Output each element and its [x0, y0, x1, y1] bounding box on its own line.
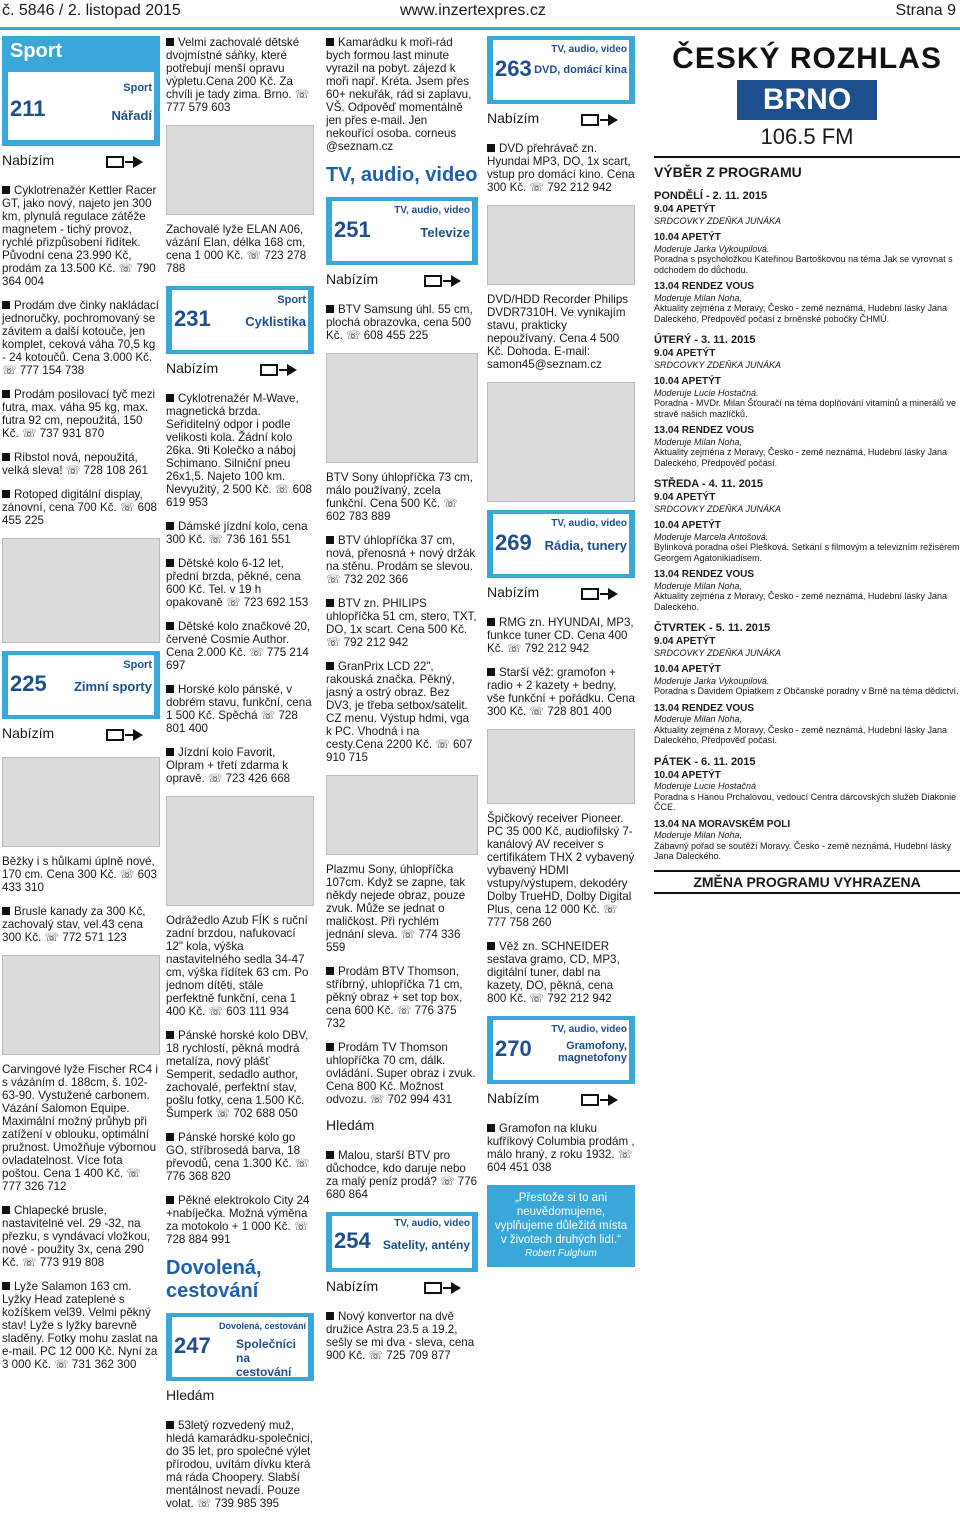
header-rule	[0, 27, 960, 30]
list-item: Brusle kanady za 300 Kč, zachovalý stav, vel.43 cena 300 Kč. ☏ 772 571 123	[2, 905, 146, 944]
program-time: 13.04 RENDEZ VOUS	[654, 281, 755, 292]
program-time: 9.04 APETÝT	[654, 636, 716, 647]
program-day: PÁTEK - 6. 11. 2015	[654, 755, 756, 768]
program-entry	[654, 520, 960, 563]
list-item: Lyže Salamon 163 cm. Lyžky Head zateplené s kožíškem vel39. Velmi pěkný stav! Lyže s lyžky barevně sladěny. Fotky mohu zaslat na e-mail. PC 12 000 Kč. Nyní za 3 000 Kč. ☏ 731 362 300	[2, 1280, 158, 1371]
section-number: 263	[495, 56, 532, 81]
program-host: Moderuje Marcela Antošová.	[654, 531, 769, 542]
quote-box: „Přestože si to ani neuvědomujeme, vyplňujeme důležitá místa v životech druhých lidí.“ Robert Fulghum	[487, 1185, 635, 1267]
list-item: Zachovalé lyže ELAN A06, vázání Elan, délka 168 cm, cena 1 000 Kč. ☏ 723 278 788	[166, 223, 307, 275]
offer-heading: Nabízím	[487, 110, 635, 128]
program-host: Moderuje Milan Noha,	[654, 580, 743, 591]
program-entry	[654, 281, 960, 324]
list-item: Dámské jízdní kolo, cena 300 Kč. ☏ 736 161 551	[166, 520, 308, 546]
program-description: Poradna s psycholožkou Kateřinou Bartoškovou na téma Jak se vyrovnat s odchodem do důchodu.	[654, 254, 953, 275]
list-item: Jízdní kolo Favorit, Olpram + třetí zdarma k opravě. ☏ 723 426 668	[166, 746, 291, 785]
program-list	[654, 164, 960, 862]
list-item: Věž zn. SCHNEIDER sestava gramo, CD, MP3, digitální tuner, dabl na kazety, DO, pěkná, cena 800 Kč. ☏ 792 212 942	[487, 940, 620, 1005]
list-item: Pánské horské kolo DBV, 18 rychlostí, pěkná modrá metalíza, nový plášť Semperit, sedadlo author, zachovalé, perfektní stav, pošlu fotky, cena 1.500 Kč. Šumperk ☏ 702 688 050	[166, 1029, 309, 1120]
column-2	[166, 36, 314, 1521]
list-item: Carvingové lyže Fischer RC4 i s vázáním d. 188cm, š. 102-63-90. Vystužené carbonem. Vázání Salomon Equipe. Maximální možný průhyb při zatížení v oblouku, optimální pružnost. Umožňuje výbornou ovladatelnost. Více fota poštou. Cena 1 400 Kč. ☏ 777 326 712	[2, 1063, 158, 1193]
carving-skis-photo	[2, 955, 160, 1055]
section-category: TV, audio, video	[551, 1024, 627, 1035]
arrow-icon	[581, 112, 621, 128]
list-item: Dětské kolo 6-12 let, přední brzda, pěkné, cena 600 Kč. Tel. v 19 h opakovaně ☏ 723 692 153	[166, 557, 309, 609]
section-box-263	[487, 36, 635, 104]
quote-author: Robert Fulghum	[525, 1248, 597, 1259]
list-item: Pěkné elektrokolo City 24 +nabíječka. Možná výměna za motokolo + 1 000 Kč. ☏ 728 884 991	[166, 1194, 310, 1246]
arrow-icon	[106, 154, 146, 170]
section-subcategory: DVD, domácí kina	[534, 64, 627, 76]
list-item: Prodám posilovací tyč mezi futra, max. váha 95 kg, max. futra 92 cm, nepoužitá, 150 Kč. ☏ 737 931 870	[2, 388, 156, 440]
section-category: Dovolená, cestování	[218, 1321, 306, 1331]
list-item: Nový konvertor na dvě družice Astra 23.5 a 19.2, sešly se mi dva - sleva, cena 900 Kč. ☏ 725 709 877	[326, 1310, 475, 1362]
list-item: Plazmu Sony, úhlopříčka 107cm. Když se zapne, tak někdy nejede obraz, pouze zvuk. Může se jednat o maličkost. Při rychlém jednání sleva. ☏ 774 336 559	[326, 863, 466, 954]
program-host: Moderuje Milan Noha,	[654, 292, 743, 303]
list-item: DVD přehrávač zn. Hyundai MP3, DO, 1x scart, vstup pro domácí kino. Cena 300 Kč. ☏ 792 212 942	[487, 142, 635, 194]
program-host: Moderuje Milan Noha,	[654, 436, 743, 447]
list-item: GranPrix LCD 22", rakouská značka. Pěkný, jasný a ostrý obraz. Bez DV3, je třeba setbox/satelit. CZ menu. Výstup hdmi, vga k PC. Vhodná i na cesty.Cena 2200 Kč. ☏ 607 910 715	[326, 660, 473, 764]
offer-heading: Nabízím	[326, 271, 478, 289]
list-item: Odrážedlo Azub FÍK s ruční zadní brzdou, nafukovací 12" kola, výška nastavitelného sedla 34-47 cm, výška řídítek 63 cm. Po jednom dítěti, stále perfektně funkční, cena 1 400 Kč. ☏ 603 111 934	[166, 914, 309, 1018]
section-number: 270	[495, 1036, 532, 1061]
tv-photo	[326, 353, 478, 463]
list-item: Prodám BTV Thomson, stříbrný, uhlopříčka 71 cm, pěkný obraz + set top box, cena 600 Kč. ☏ 776 375 732	[326, 965, 463, 1030]
program-entry	[654, 425, 960, 468]
list-item: 53letý rozvedený muž, hledá kamarádku-společnici, do 35 let, pro společné výlet přírodou, uvítám dívku která má ráda Choopery. Slabší mentálnost nevadí. Pouze volat. ☏ 739 985 395	[166, 1419, 313, 1510]
section-category: TV, audio, video	[394, 205, 470, 216]
program-entry	[654, 664, 960, 697]
program-time: 10.04 APETÝT	[654, 664, 721, 675]
offer-heading: Nabízím	[2, 725, 160, 743]
section-title: Sport	[10, 40, 63, 62]
list-item: Prodám dve činky nakládací jednoručky, pochromovaný se závitem a další kotouče, jen komplet, ceková váha 70,5 kg - 24 kotoučů. Cena 3.000 Kč. ☏ 777 154 738	[2, 299, 159, 377]
page-number: Strana 9	[895, 2, 956, 19]
program-host: SRDCOVKY ZDEŇKA JUNÁKA	[654, 359, 782, 370]
list-item: Kamarádku k moři-rád bych formou last minute vyrazil na pobyt. zájezd k moři např. Kréta. Jsem přes 60+ nekuřák, rád si zaplavu, VŠ. Odpověď momentálně jen přes e-mail. Jen nekouřící osoba. corneus @seznam.cz	[326, 36, 472, 153]
section-category: TV, audio, video	[551, 518, 627, 529]
program-description: Poradna - MVDr. Milan Šťouračí na téma doplňování vitaminů a minerálů ve stravě našich mazlíčků.	[654, 398, 957, 419]
section-subcategory: Rádia, tunery	[544, 538, 627, 553]
program-description: Aktuality zejména z Moravy, Česko - země neznámá, Hudební lásky Jana Daleckého, Předpověď počasí.	[654, 724, 947, 745]
program-time: 13.04 NA MORAVSKÉM POLI	[654, 818, 791, 830]
list-item: Horské kolo pánské, v dobrém stavu, funkční, cena 1 500 Kč. Spěchá ☏ 728 801 400	[166, 683, 312, 735]
section-headline: TV, audio, video	[326, 164, 478, 186]
offer-heading: Nabízím	[487, 584, 635, 602]
receiver-photo	[487, 729, 635, 804]
arrow-icon	[424, 1280, 464, 1296]
arrow-icon	[260, 362, 300, 378]
list-item: BTV zn. PHILIPS uhlopříčka 51 cm, stero, TXT, DO, 1x scart. Cena 500 Kč. ☏ 792 212 942	[326, 597, 477, 649]
radio-program	[654, 36, 960, 894]
program-time: 10.04 APETÝT	[654, 232, 721, 243]
section-category: Sport	[277, 294, 306, 306]
list-item: BTV Samsung úhl. 55 cm, plochá obrazovka, cena 500 Kč. ☏ 608 455 225	[326, 303, 473, 342]
radio-logo	[654, 36, 960, 158]
list-item: Chlapecké brusle, nastavitelné vel. 29 -32, na přezku, s vyndávací vložkou, nové - použity 3x, cena 290 Kč. ☏ 773 919 808	[2, 1204, 151, 1269]
list-item: Špičkový receiver Pioneer. PC 35 000 Kč, audiofilský 7-kanálový AV receiver s certifikátem THX 2 vybavený vybavený HDMI vstupy/výstupem, dekodéry Dolby TrueHD, Dolby Digital Plus, cena 12 000 Kč. ☏ 777 758 260	[487, 812, 635, 929]
section-number: 231	[174, 306, 211, 331]
balance-bike-photo	[166, 796, 314, 906]
list-item: Prodám TV Thomson uhlopříčka 70 cm, dálk. ovládání. Super obraz i zvuk. Cena 800 Kč. Možnost odvozu. ☏ 702 994 431	[326, 1041, 476, 1106]
section-subcategory: Cyklistika	[245, 314, 306, 329]
list-item: Rotoped digitální display, zánovní, cena 700 Kč. ☏ 608 455 225	[2, 488, 158, 527]
section-subcategory: Zimní sporty	[73, 679, 152, 694]
search-heading: Hledám	[166, 1387, 215, 1403]
program-time: 13.04 RENDEZ VOUS	[654, 702, 755, 714]
column-3	[326, 36, 478, 1373]
program-time: 10.04 APETÝT	[654, 769, 721, 781]
program-entry	[654, 492, 960, 514]
program-day: ČTVRTEK - 5. 11. 2015	[654, 622, 771, 634]
arrow-icon	[581, 586, 621, 602]
list-item: Cyklotrenažér Kettler Racer GT, jako nový, najeto jen 300 km, plynulá regulace zátěže magnetem - tichý provoz, rychlé přizpůsobení řidítek. Původní cena 23.990 Kč, prodám za 13.500 Kč. ☏ 790 364 004	[2, 184, 157, 288]
section-subcategory: Satelity, antény	[382, 1238, 470, 1252]
program-entry	[654, 636, 960, 658]
section-box-247	[166, 1313, 314, 1381]
section-number: 254	[334, 1228, 371, 1253]
list-item: Ribstol nová, nepoužitá, velká sleva! ☏ 728 108 261	[2, 451, 148, 477]
section-box-211	[2, 36, 160, 146]
program-host: SRDCOVKY ZDEŇKA JUNÁKA	[654, 503, 782, 514]
list-item: Velmi zachovalé dětské dvojmístné sáňky, které potřebují menší opravu výpletu.Cena 200 Kč. Za chvíli je tady zima. Brno. ☏ 777 579 603	[166, 36, 310, 114]
dvd-recorder-photo	[487, 205, 635, 285]
offer-heading: Nabízím	[2, 152, 160, 170]
program-day: PONDĚLÍ - 2. 11. 2015	[654, 190, 768, 202]
column-4	[487, 36, 635, 1267]
plasma-tv-photo	[326, 775, 478, 855]
cartoon-cat-illustration	[487, 382, 635, 502]
station-frequency: 106.5 FM	[760, 124, 854, 149]
section-number: 211	[10, 96, 46, 121]
section-headline: Dovolená, cestování	[166, 1257, 262, 1302]
program-host: Moderuje Jarka Vykoupilová.	[654, 675, 770, 686]
list-item: Dětské kolo značkové 20, červené Cosmie Author. Cena 2.000 Kč. ☏ 775 214 697	[166, 620, 311, 672]
section-subcategory: Gramofony, magnetofony	[557, 1040, 627, 1064]
program-description: Aktuality zejména z Moravy, Česko - země neznámá, Hudební lásky Jana Daleckého.	[654, 591, 947, 612]
section-category: Sport	[123, 659, 152, 671]
program-title: VÝBĚR Z PROGRAMU	[654, 164, 802, 180]
page-header	[0, 0, 960, 26]
section-box-270	[487, 1016, 635, 1084]
program-host: SRDCOVKY ZDEŇKA JUNÁKA	[654, 647, 782, 658]
section-number: 247	[174, 1333, 211, 1358]
list-item: Cyklotrenažér M-Wave, magnetická brzda. Seřiditelný odpor i podle velikosti kola. Žádní kolo 26ka. 9ti Kolečko a náboj Schimano. Silniční pneu 26x1,5. Najeto 100 km. Nevyužitý, 2 500 Kč. ☏ 608 619 953	[166, 392, 312, 509]
skis-photo	[2, 757, 160, 847]
program-day: ÚTERÝ - 3. 11. 2015	[654, 334, 756, 346]
program-time: 13.04 RENDEZ VOUS	[654, 569, 755, 580]
section-box-269	[487, 510, 635, 578]
program-host: Moderuje Milan Noha,	[654, 714, 743, 724]
program-entry	[654, 204, 960, 226]
section-box-231	[166, 286, 314, 354]
program-host: Moderuje Jarka Vykoupilová.	[654, 243, 770, 254]
program-entry	[654, 569, 960, 612]
program-description: Bylinková poradna ošeí Plešková. Setkání s filmovým a televizním režisérem Georgem Agatonikiadisem.	[654, 542, 960, 563]
list-item: RMG zn. HYUNDAI, MP3, funkce tuner CD. Cena 400 Kč. ☏ 792 212 942	[487, 616, 634, 655]
section-number: 225	[10, 671, 47, 696]
program-entry	[654, 232, 960, 275]
section-subcategory: Televize	[420, 225, 470, 240]
search-heading: Hledám	[326, 1117, 375, 1133]
section-subcategory: Nářadí	[111, 108, 152, 123]
program-entry	[654, 819, 960, 862]
list-item: Běžky i s hůlkami úplně nové, 170 cm. Cena 300 Kč. ☏ 603 433 310	[2, 855, 157, 894]
program-description: Zábavný pořad se soutěží Moravy. Česko - země neznámá, Hudební lásky Jana Daleckého.	[654, 840, 951, 861]
program-time: 9.04 APETÝT	[654, 492, 716, 503]
program-description: Poradna s Davidem Opiatkem z Občanské poradny v Brně na téma dědictví.	[654, 686, 959, 696]
section-box-225	[2, 651, 160, 719]
program-host: Moderuje Milan Noha,	[654, 830, 743, 840]
program-entry	[654, 770, 960, 813]
offer-heading: Nabízím	[326, 1278, 478, 1296]
offer-heading: Nabízím	[166, 360, 314, 378]
list-item: DVD/HDD Recorder Philips DVDR7310H. Ve vynikajím stavu, prakticky nepoužívaný. Cena 4 500 Kč. Dohoda. E-mail: samon45@seznam.cz	[487, 293, 629, 371]
program-entry	[654, 348, 960, 370]
station-name: ČESKÝ ROZHLAS	[672, 42, 942, 75]
list-item: Malou, starší BTV pro důchodce, kdo daruje nebo za malý peníz prodá? ☏ 776 680 864	[326, 1149, 478, 1201]
program-host: SRDCOVKY ZDEŇKA JUNÁKA	[654, 215, 782, 226]
program-description: Aktuality zejména z Moravy, Česko - země neznámá, Hudební lásky Jana Daleckého, Předpověď počasí z brněnské pobočky ČHMÚ.	[654, 303, 947, 324]
section-number: 251	[334, 217, 371, 242]
list-item: Pánské horské kolo go GO, stříbrosedá barva, 18 převodů, cena 1.300 Kč. ☏ 776 368 820	[166, 1131, 310, 1183]
program-description: Poradna s Hanou Prchalovou, vedoucí Centra dárcovských služeb Diakonie ČCE.	[654, 791, 957, 812]
list-item: Gramofon na kluku kufříkový Columbia prodám , málo hraný, z roku 1932. ☏ 604 451 038	[487, 1122, 635, 1174]
section-category: TV, audio, video	[394, 1218, 470, 1229]
offer-heading: Nabízím	[487, 1090, 635, 1108]
website-label[interactable]: www.inzertexpres.cz	[400, 2, 546, 19]
section-box-254	[326, 1212, 478, 1272]
program-description: Aktuality zejména z Moravy, Česko - země neznámá, Hudební lásky Jana Daleckého, Předpověď počasí.	[654, 447, 947, 468]
program-time: 9.04 APETÝT	[654, 348, 716, 359]
program-time: 13.04 RENDEZ VOUS	[654, 425, 755, 436]
program-time: 10.04 APETÝT	[654, 376, 721, 387]
issue-label: č. 5846 / 2. listopad 2015	[2, 2, 181, 19]
program-time: 10.04 APETÝT	[654, 520, 721, 531]
column-1	[2, 36, 160, 1382]
program-entry	[654, 376, 960, 419]
sled-photo	[166, 125, 314, 215]
section-category: TV, audio, video	[551, 44, 627, 55]
arrow-icon	[581, 1092, 621, 1108]
arrow-icon	[424, 273, 464, 289]
section-subcategory: Společníci na cestování	[236, 1337, 297, 1379]
section-category: Sport	[123, 82, 152, 94]
program-day: STŘEDA - 4. 11. 2015	[654, 478, 764, 490]
program-host: Moderuje Lucie Hostačná	[654, 781, 757, 791]
program-host: Moderuje Lucie Hostačná.	[654, 387, 759, 398]
station-city: BRNO	[737, 80, 877, 120]
list-item: BTV úhlopříčka 37 cm, nová, přenosná + nový držák na stěnu. Prodám se slevou. ☏ 732 202 366	[326, 534, 476, 586]
list-item: Starší věž: gramofon + radio + 2 kazety + bedny, vše funkční + pořádku. Cena 300 Kč. ☏ 728 801 400	[487, 666, 635, 718]
program-entry	[654, 703, 960, 746]
section-number: 269	[495, 530, 532, 555]
arrow-icon	[106, 727, 146, 743]
list-item: BTV Sony úhlopříčka 73 cm, málo používaný, zcela funkční. Cena 500 Kč. ☏ 602 783 889	[326, 471, 473, 523]
program-time: 9.04 APETÝT	[654, 204, 716, 215]
program-footer: ZMĚNA PROGRAMU VYHRAZENA	[654, 870, 960, 894]
rotoped-photo	[2, 538, 160, 643]
section-box-251	[326, 197, 478, 265]
